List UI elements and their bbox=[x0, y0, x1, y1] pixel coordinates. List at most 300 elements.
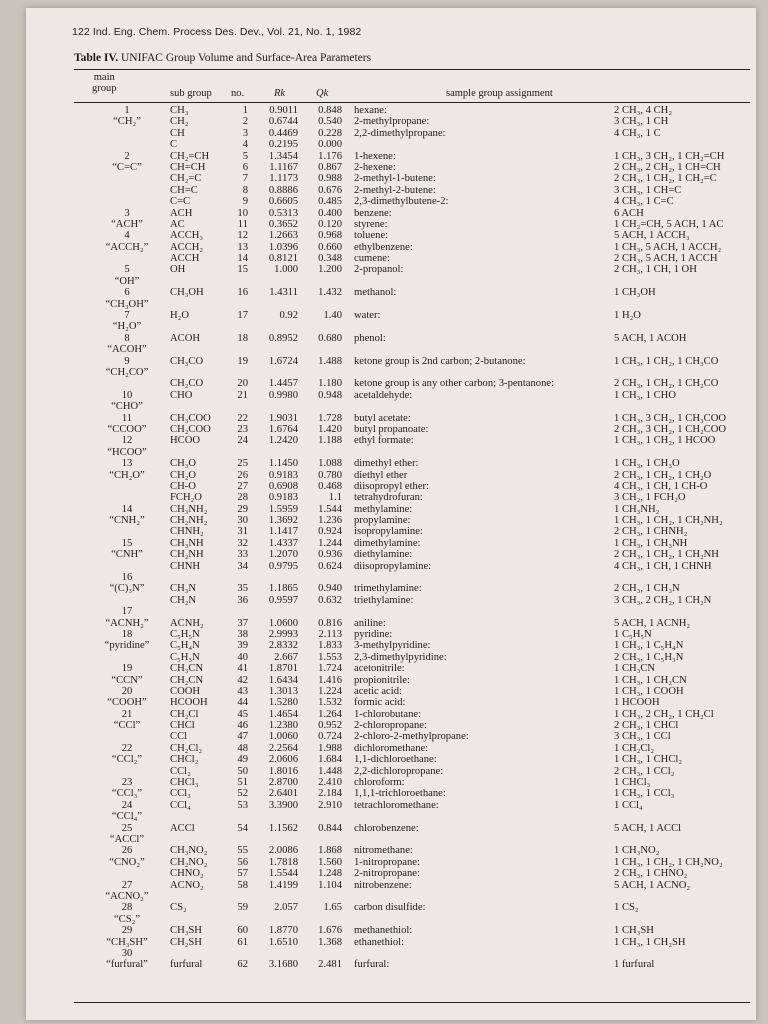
rk-cell: 1.4199 bbox=[268, 879, 298, 891]
subgroup-cell: FCH₂O bbox=[170, 492, 202, 504]
main-group-cell: “ACOH” bbox=[107, 344, 147, 356]
rk-cell: 1.0396 bbox=[268, 241, 298, 253]
group-assignment-cell: 1 CH₃, 1 CH₃NH bbox=[614, 537, 688, 549]
number-cell: 61 bbox=[237, 936, 248, 948]
sample-compound-cell: chlorobenzene: bbox=[354, 822, 419, 834]
number-cell: 20 bbox=[237, 378, 248, 390]
qk-cell: 1.420 bbox=[318, 423, 342, 435]
table-row bbox=[74, 151, 754, 162]
header-assignment: sample group assignment bbox=[446, 88, 553, 99]
table-row bbox=[74, 937, 754, 948]
sample-compound-cell: ethyl formate: bbox=[354, 435, 414, 447]
qk-cell: 0.780 bbox=[318, 469, 342, 481]
header-no: no. bbox=[231, 88, 245, 99]
qk-cell: 0.228 bbox=[318, 127, 342, 139]
group-assignment-cell: 1 furfural bbox=[614, 959, 655, 971]
rk-cell: 1.3013 bbox=[268, 685, 298, 697]
rk-cell: 3.3900 bbox=[268, 799, 298, 811]
main-group-cell: “CNH₂” bbox=[109, 515, 145, 527]
sample-compound-cell: toluene: bbox=[354, 230, 389, 242]
rk-cell: 1.9031 bbox=[268, 412, 298, 424]
table-row bbox=[74, 868, 754, 879]
sample-compound-cell: methylamine: bbox=[354, 503, 413, 515]
table-row bbox=[74, 458, 754, 469]
group-assignment-cell: 2 CH₃, 1 CH₂, 1 CH₂NH bbox=[614, 549, 719, 561]
table-row bbox=[74, 356, 754, 367]
rk-cell: 1.1450 bbox=[268, 458, 298, 470]
qk-cell: 1.224 bbox=[318, 685, 342, 697]
subgroup-cell: COOH bbox=[170, 685, 201, 697]
number-cell: 13 bbox=[237, 241, 248, 253]
group-assignment-cell: 5 ACH, 1 ACCl bbox=[614, 822, 682, 834]
qk-cell: 0.724 bbox=[318, 731, 342, 743]
subgroup-cell: CH₂=CH bbox=[170, 150, 210, 162]
qk-cell: 1.833 bbox=[318, 640, 342, 652]
sample-compound-cell: formic acid: bbox=[354, 697, 406, 709]
table-row bbox=[74, 333, 754, 344]
number-cell: 40 bbox=[237, 651, 248, 663]
qk-cell: 1.532 bbox=[318, 697, 342, 709]
main-group-cell: “ACH” bbox=[111, 218, 143, 230]
qk-cell: 0.485 bbox=[318, 196, 342, 208]
subgroup-cell: C₅H₄N bbox=[170, 640, 200, 652]
number-cell: 50 bbox=[237, 765, 248, 777]
qk-cell: 0.948 bbox=[318, 389, 342, 401]
main-group-cell: “CCl₂” bbox=[111, 754, 143, 766]
qk-cell: 0.400 bbox=[318, 207, 342, 219]
number-cell: 33 bbox=[237, 549, 248, 561]
main-group-cell: “CH₂” bbox=[113, 116, 141, 128]
rk-cell: 2.667 bbox=[274, 651, 298, 663]
sample-compound-cell: methanol: bbox=[354, 287, 397, 299]
group-assignment-cell: 1 CH₃, 3 CH₂, 1 CH₃COO bbox=[614, 412, 727, 424]
rk-cell: 0.6605 bbox=[268, 196, 298, 208]
group-assignment-cell: 1 CH₃, 1 CH₂, 1 CH₂NO₂ bbox=[614, 856, 723, 868]
number-cell: 7 bbox=[242, 173, 248, 185]
rk-cell: 0.9597 bbox=[268, 594, 298, 606]
table-row bbox=[74, 640, 754, 651]
table-row bbox=[74, 287, 754, 298]
sample-compound-cell: 2-methylpropane: bbox=[354, 116, 430, 128]
subgroup-cell: CH₃O bbox=[170, 458, 197, 470]
sample-compound-cell: ethanethiol: bbox=[354, 936, 405, 948]
sample-compound-cell: 2-methyl-1-butene: bbox=[354, 173, 436, 185]
sample-compound-cell: 2,2-dichloropropane: bbox=[354, 765, 444, 777]
rk-cell: 0.9183 bbox=[268, 492, 298, 504]
table-row bbox=[74, 470, 754, 481]
qk-cell: 2.184 bbox=[318, 788, 342, 800]
number-cell: 44 bbox=[237, 697, 248, 709]
group-assignment-cell: 1 CH₃, 1 CH₂, 1 CH₂NH₂ bbox=[614, 515, 723, 527]
table-row bbox=[74, 424, 754, 435]
rk-cell: 1.8701 bbox=[268, 663, 298, 675]
number-cell: 34 bbox=[237, 560, 248, 572]
table-row bbox=[74, 663, 754, 674]
table-row bbox=[74, 561, 754, 572]
subgroup-cell: CH₃NH bbox=[170, 537, 204, 549]
number-cell: 10 bbox=[237, 207, 248, 219]
table-row bbox=[74, 845, 754, 856]
number-cell: 14 bbox=[237, 253, 248, 265]
main-group-cell: 16 bbox=[121, 572, 133, 584]
main-group-cell: 30 bbox=[121, 947, 133, 959]
table-row bbox=[74, 481, 754, 492]
number-cell: 31 bbox=[237, 526, 248, 538]
number-cell: 24 bbox=[237, 435, 248, 447]
number-cell: 39 bbox=[237, 640, 248, 652]
number-cell: 54 bbox=[237, 822, 248, 834]
qk-cell: 1.988 bbox=[318, 742, 342, 754]
qk-cell: 0.940 bbox=[318, 583, 342, 595]
subgroup-cell: ACCH bbox=[170, 253, 200, 265]
main-group-cell: “C=C” bbox=[112, 161, 142, 173]
rk-cell: 1.3454 bbox=[268, 150, 298, 162]
group-assignment-cell: 1 CH₃NH₂ bbox=[614, 503, 660, 515]
rk-cell: 1.4337 bbox=[268, 537, 298, 549]
sample-compound-cell: styrene: bbox=[354, 218, 388, 230]
subgroup-cell: CHCl bbox=[170, 720, 195, 732]
sample-compound-cell: carbon disulfide: bbox=[354, 902, 426, 914]
group-assignment-cell: 1 CH₃, 1 CHCl₂ bbox=[614, 754, 683, 766]
rk-cell: 3.1680 bbox=[268, 959, 298, 971]
group-assignment-cell: 3 CH₃, 1 CCl bbox=[614, 731, 671, 743]
qk-cell: 1.248 bbox=[318, 868, 342, 880]
qk-cell: 1.553 bbox=[318, 651, 342, 663]
table-row bbox=[74, 606, 754, 617]
subgroup-cell: CCl₂ bbox=[170, 765, 191, 777]
table-row bbox=[74, 914, 754, 925]
header-subgroup: sub group bbox=[170, 88, 212, 99]
subgroup-cell: CH=CH bbox=[170, 161, 206, 173]
table-row bbox=[74, 310, 754, 321]
main-group-cell: 17 bbox=[121, 606, 133, 618]
top-rule bbox=[74, 69, 750, 70]
main-group-cell: 24 bbox=[121, 799, 133, 811]
sample-compound-cell: 2-propanol: bbox=[354, 264, 404, 276]
main-group-cell: “HCOO” bbox=[107, 446, 147, 458]
number-cell: 22 bbox=[237, 412, 248, 424]
qk-cell: 1.368 bbox=[318, 936, 342, 948]
main-group-cell: 14 bbox=[121, 503, 133, 515]
subgroup-cell: CH₂CO bbox=[170, 378, 204, 390]
table-row bbox=[74, 504, 754, 515]
qk-cell: 1.180 bbox=[318, 378, 342, 390]
sample-compound-cell: pyridine: bbox=[354, 628, 393, 640]
sample-compound-cell: phenol: bbox=[354, 332, 386, 344]
sample-compound-cell: propylamine: bbox=[354, 515, 411, 527]
number-cell: 55 bbox=[237, 845, 248, 857]
group-assignment-cell: 3 CH₃, 2 CH₂, 1 CH₂N bbox=[614, 594, 712, 606]
sample-compound-cell: chloroform: bbox=[354, 777, 405, 789]
qk-cell: 1.176 bbox=[318, 150, 342, 162]
document-page bbox=[26, 8, 756, 1020]
bottom-rule bbox=[74, 1002, 750, 1003]
qk-cell: 0.848 bbox=[318, 105, 342, 116]
rk-cell: 1.2070 bbox=[268, 549, 298, 561]
table-row bbox=[74, 549, 754, 560]
subgroup-cell: HCOOH bbox=[170, 697, 208, 709]
group-assignment-cell: 1 CH₂=CH, 5 ACH, 1 AC bbox=[614, 218, 724, 230]
group-assignment-cell: 1 CH₃, 2 CH₂, 1 CH₂Cl bbox=[614, 708, 714, 720]
group-assignment-cell: 5 ACH, 1 ACNO₂ bbox=[614, 879, 691, 891]
main-group-cell: 7 bbox=[124, 310, 130, 322]
group-assignment-cell: 1 CH₃, 3 CH₂, 1 CH₂=CH bbox=[614, 150, 725, 162]
subgroup-cell: ACNH₂ bbox=[170, 617, 204, 629]
rk-cell: 0.3652 bbox=[268, 218, 298, 230]
table-caption: UNIFAC Group Volume and Surface-Area Parameters bbox=[120, 52, 372, 64]
main-group-cell: 21 bbox=[121, 708, 133, 720]
group-assignment-cell: 1 CH₃, 1 COOH bbox=[614, 685, 684, 697]
sample-compound-cell: 2-nitropropane: bbox=[354, 868, 420, 880]
subgroup-cell: CH₃NO₂ bbox=[170, 845, 208, 857]
table-row bbox=[74, 515, 754, 526]
rk-cell: 1.4311 bbox=[269, 287, 298, 299]
table-row bbox=[74, 652, 754, 663]
number-cell: 58 bbox=[237, 879, 248, 891]
number-cell: 49 bbox=[237, 754, 248, 766]
main-group-cell: 25 bbox=[121, 822, 133, 834]
table-row bbox=[74, 242, 754, 253]
group-assignment-cell: 1 CH₃OH bbox=[614, 287, 656, 299]
sample-compound-cell: aniline: bbox=[354, 617, 386, 629]
number-cell: 41 bbox=[237, 663, 248, 675]
rk-cell: 0.9183 bbox=[268, 469, 298, 481]
table-row bbox=[74, 230, 754, 241]
subgroup-cell: CH₃N bbox=[170, 583, 197, 595]
rk-cell: 0.8952 bbox=[268, 332, 298, 344]
qk-cell: 0.867 bbox=[318, 161, 342, 173]
table-row bbox=[74, 618, 754, 629]
table-row bbox=[74, 720, 754, 731]
group-assignment-cell: 2 CH₃, 1 CH₂, 1 CH₂CO bbox=[614, 378, 719, 390]
subgroup-cell: C=C bbox=[170, 196, 191, 208]
rk-cell: 0.5313 bbox=[268, 207, 298, 219]
main-group-cell: “COOH” bbox=[107, 697, 147, 709]
qk-cell: 0.924 bbox=[318, 526, 342, 538]
table-row bbox=[74, 583, 754, 594]
qk-cell: 0.000 bbox=[318, 139, 342, 151]
group-assignment-cell: 2 CH₃, 1 CHNH₂ bbox=[614, 526, 688, 538]
sample-compound-cell: 1,1-dichloroethane: bbox=[354, 754, 437, 766]
sample-compound-cell: propionitrile: bbox=[354, 674, 410, 686]
rk-cell: 0.6908 bbox=[268, 480, 298, 492]
group-assignment-cell: 1 CH₃, 1 CH₂, 1 CH₃CO bbox=[614, 355, 719, 367]
table-row bbox=[74, 880, 754, 891]
qk-cell: 0.968 bbox=[318, 230, 342, 242]
group-assignment-cell: 1 CH₃, 1 CH₂, 1 HCOO bbox=[614, 435, 716, 447]
subgroup-cell: CH₂=C bbox=[170, 173, 202, 185]
group-assignment-cell: 2 CH₃, 1 CH, 1 OH bbox=[614, 264, 697, 276]
group-assignment-cell: 1 HCOOH bbox=[614, 697, 660, 709]
group-assignment-cell: 1 CCl₄ bbox=[614, 799, 643, 811]
rk-cell: 2.057 bbox=[274, 902, 298, 914]
number-cell: 25 bbox=[237, 458, 248, 470]
sample-compound-cell: water: bbox=[354, 310, 381, 322]
rk-cell: 0.9795 bbox=[268, 560, 298, 572]
sample-compound-cell: furfural: bbox=[354, 959, 390, 971]
rk-cell: 1.8016 bbox=[268, 765, 298, 777]
subgroup-cell: CHNH bbox=[170, 560, 201, 572]
qk-cell: 0.632 bbox=[318, 594, 342, 606]
number-cell: 46 bbox=[237, 720, 248, 732]
qk-cell: 1.088 bbox=[318, 458, 342, 470]
main-group-cell: 26 bbox=[121, 845, 133, 857]
subgroup-cell: CH₃ bbox=[170, 105, 189, 116]
qk-cell: 1.676 bbox=[318, 925, 342, 937]
table-row bbox=[74, 743, 754, 754]
table-row bbox=[74, 766, 754, 777]
number-cell: 45 bbox=[237, 708, 248, 720]
rk-cell: 1.5280 bbox=[268, 697, 298, 709]
subgroup-cell: CHCl₃ bbox=[170, 777, 199, 789]
group-assignment-cell: 1 CH₃, 1 CH₃O bbox=[614, 458, 680, 470]
main-group-cell: 10 bbox=[121, 389, 133, 401]
group-assignment-cell: 1 CH₃SH bbox=[614, 925, 654, 937]
table-row bbox=[74, 162, 754, 173]
qk-cell: 0.120 bbox=[318, 218, 342, 230]
sample-compound-cell: dichloromethane: bbox=[354, 742, 429, 754]
subgroup-cell: CHNH₂ bbox=[170, 526, 204, 538]
number-cell: 42 bbox=[237, 674, 248, 686]
table-row bbox=[74, 902, 754, 913]
group-assignment-cell: 4 CH₃, 1 C bbox=[614, 127, 661, 139]
qk-cell: 0.844 bbox=[318, 822, 342, 834]
number-cell: 16 bbox=[237, 287, 248, 299]
main-group-cell: “furfural” bbox=[106, 959, 148, 971]
qk-cell: 0.988 bbox=[318, 173, 342, 185]
qk-cell: 0.936 bbox=[318, 549, 342, 561]
rk-cell: 1.7818 bbox=[268, 856, 298, 868]
table-row bbox=[74, 321, 754, 332]
group-assignment-cell: 1 CH₃, 1 CHO bbox=[614, 389, 676, 401]
rk-cell: 1.1167 bbox=[269, 161, 298, 173]
qk-cell: 2.113 bbox=[318, 628, 342, 640]
subgroup-cell: ACCH₃ bbox=[170, 230, 204, 242]
group-assignment-cell: 1 CH₃NO₂ bbox=[614, 845, 660, 857]
table-row bbox=[74, 219, 754, 230]
qk-cell: 0.952 bbox=[318, 720, 342, 732]
main-group-cell: “OH” bbox=[114, 275, 140, 287]
sample-compound-cell: diethyl ether bbox=[354, 469, 408, 481]
main-group-cell: “H₂O” bbox=[112, 321, 142, 333]
subgroup-cell: furfural bbox=[170, 959, 203, 971]
table-row bbox=[74, 390, 754, 401]
unifac-table bbox=[74, 105, 754, 971]
number-cell: 36 bbox=[237, 594, 248, 606]
rk-cell: 0.8886 bbox=[268, 184, 298, 196]
subgroup-cell: CH₂ bbox=[170, 116, 189, 128]
number-cell: 51 bbox=[237, 777, 248, 789]
group-assignment-cell: 1 CS₂ bbox=[614, 902, 639, 914]
header-rule bbox=[74, 102, 750, 103]
qk-cell: 1.868 bbox=[318, 845, 342, 857]
subgroup-cell: CCl₃ bbox=[170, 788, 191, 800]
main-group-cell: 9 bbox=[124, 355, 130, 367]
rk-cell: 0.9980 bbox=[268, 389, 298, 401]
main-group-cell: 5 bbox=[124, 264, 130, 276]
rk-cell: 1.1173 bbox=[269, 173, 298, 185]
sample-compound-cell: 1-hexene: bbox=[354, 150, 396, 162]
sample-compound-cell: dimethylamine: bbox=[354, 537, 421, 549]
number-cell: 48 bbox=[237, 742, 248, 754]
group-assignment-cell: 1 CHCl₃ bbox=[614, 777, 651, 789]
qk-cell: 0.624 bbox=[318, 560, 342, 572]
sample-compound-cell: 2-chloro-2-methylpropane: bbox=[354, 731, 469, 743]
sample-compound-cell: diisopropylamine: bbox=[354, 560, 432, 572]
table-row bbox=[74, 378, 754, 389]
rk-cell: 0.92 bbox=[279, 310, 298, 322]
subgroup-cell: CH₃COO bbox=[170, 412, 211, 424]
table-row bbox=[74, 788, 754, 799]
subgroup-cell: CH₂NO₂ bbox=[170, 856, 208, 868]
rk-cell: 0.8121 bbox=[268, 253, 298, 265]
number-cell: 12 bbox=[237, 230, 248, 242]
main-group-cell: 3 bbox=[124, 207, 130, 219]
group-assignment-cell: 1 CH₃, 1 C₅H₄N bbox=[614, 640, 684, 652]
number-cell: 53 bbox=[237, 799, 248, 811]
table-row bbox=[74, 823, 754, 834]
sample-compound-cell: butyl acetate: bbox=[354, 412, 411, 424]
main-group-cell: “CCN” bbox=[111, 674, 143, 686]
subgroup-cell: C₅H₅N bbox=[170, 628, 200, 640]
group-assignment-cell: 3 CH₂, 1 FCH₂O bbox=[614, 492, 686, 504]
qk-cell: 1.236 bbox=[318, 515, 342, 527]
group-assignment-cell: 2 CH₃, 1 CH₂, 1 CH₂O bbox=[614, 469, 712, 481]
group-assignment-cell: 2 CH₃, 1 CH₃N bbox=[614, 583, 680, 595]
number-cell: 26 bbox=[237, 469, 248, 481]
table-row bbox=[74, 925, 754, 936]
table-row bbox=[74, 492, 754, 503]
main-group-cell: 15 bbox=[121, 537, 133, 549]
header-main-line1: main bbox=[93, 72, 115, 83]
group-assignment-cell: 6 ACH bbox=[614, 207, 644, 219]
rk-cell: 1.2420 bbox=[268, 435, 298, 447]
number-cell: 38 bbox=[237, 628, 248, 640]
subgroup-cell: CH₃CN bbox=[170, 663, 204, 675]
qk-cell: 1.728 bbox=[318, 412, 342, 424]
rk-cell: 1.2663 bbox=[268, 230, 298, 242]
rk-cell: 0.6744 bbox=[268, 116, 298, 128]
qk-cell: 0.680 bbox=[318, 332, 342, 344]
rk-cell: 1.6434 bbox=[268, 674, 298, 686]
group-assignment-cell: 4 CH₃, 1 CH, 1 CH-O bbox=[614, 480, 708, 492]
rk-cell: 2.6401 bbox=[268, 788, 298, 800]
table-row bbox=[74, 401, 754, 412]
qk-cell: 2.410 bbox=[318, 777, 342, 789]
rk-cell: 1.000 bbox=[274, 264, 298, 276]
qk-cell: 1.432 bbox=[318, 287, 342, 299]
sample-compound-cell: trimethylamine: bbox=[354, 583, 422, 595]
qk-cell: 1.488 bbox=[318, 355, 342, 367]
qk-cell: 1.104 bbox=[318, 879, 342, 891]
main-group-cell: “ACCH₂” bbox=[105, 241, 149, 253]
table-row bbox=[74, 697, 754, 708]
subgroup-cell: CS₂ bbox=[170, 902, 187, 914]
group-assignment-cell: 1 CH₃, 1 CCl₃ bbox=[614, 788, 675, 800]
main-group-cell: “CCl₄” bbox=[111, 811, 143, 823]
sample-compound-cell: methanethiol: bbox=[354, 925, 413, 937]
qk-cell: 2.910 bbox=[318, 799, 342, 811]
number-cell: 56 bbox=[237, 856, 248, 868]
sample-compound-cell: 1-chlorobutane: bbox=[354, 708, 422, 720]
number-cell: 37 bbox=[237, 617, 248, 629]
table-row bbox=[74, 675, 754, 686]
main-group-cell: 19 bbox=[121, 663, 133, 675]
group-assignment-cell: 2 CH₃, 3 CH₂, 1 CH₂COO bbox=[614, 423, 727, 435]
group-assignment-cell: 2 CH₃, 5 ACH, 1 ACCH bbox=[614, 253, 718, 265]
group-assignment-cell: 1 CH₃, 5 ACH, 1 ACCH₂ bbox=[614, 241, 722, 253]
rk-cell: 1.1417 bbox=[268, 526, 298, 538]
